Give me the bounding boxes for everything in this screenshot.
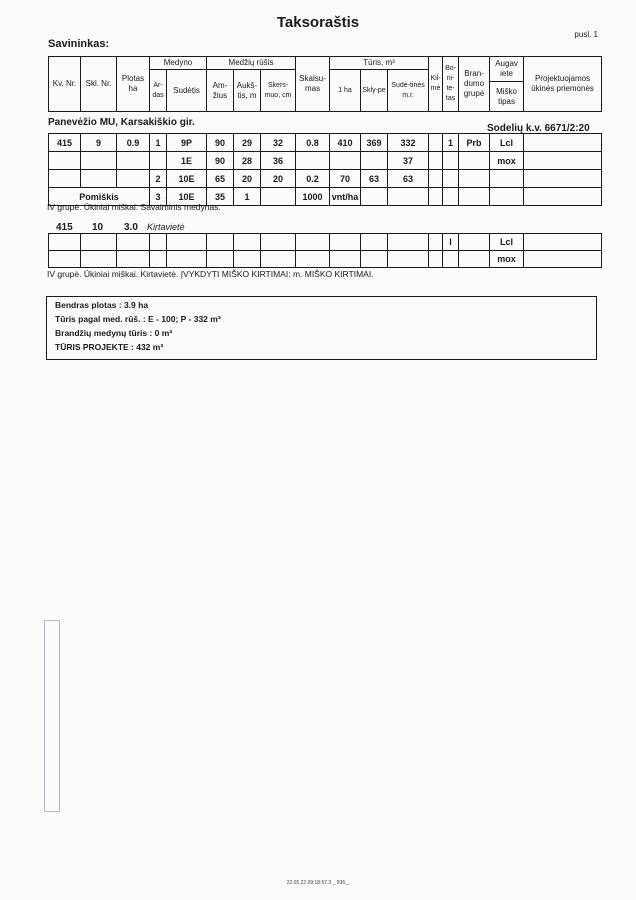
cell-aukstis: 1: [234, 188, 261, 206]
cell-bonitetas: [443, 170, 459, 188]
cell-bonitetas: I: [443, 234, 459, 251]
cell-kilme: [429, 152, 443, 170]
cell-projektuojamos: [524, 134, 602, 152]
cell-ardas: [150, 152, 167, 170]
table-row: [49, 234, 602, 251]
cell-misko-tipas: mox: [490, 251, 524, 268]
cell-skl: 9: [81, 134, 117, 152]
cell-ardas: 2: [150, 170, 167, 188]
footer-code: 22.05.22 09:18:57.3 _ 836 _: [286, 880, 350, 886]
col-sudetis: Sudėtis: [167, 70, 207, 112]
cell-brandumo-grupe: Prb: [459, 134, 490, 152]
plot-1-note: IV grupė. Ūkiniai miškai. Savaiminis medynas.: [47, 202, 221, 212]
cell-aukstis: 28: [234, 152, 261, 170]
cell-sudetis: 10E: [167, 170, 207, 188]
col-plotas: Plotas ha: [117, 57, 150, 112]
cell-kilme: [429, 170, 443, 188]
table-row: [49, 251, 602, 268]
table-row: [49, 170, 602, 188]
cell-augaviete: Lcl: [490, 134, 524, 152]
plot-2-skl: 10: [92, 222, 104, 233]
cell-kilme: [429, 134, 443, 152]
cell-ardas: 3: [150, 188, 167, 206]
cell-brandumo-grupe: [459, 188, 490, 206]
cell-turis-sklype: [361, 152, 388, 170]
cell-kv: [49, 152, 81, 170]
cell-bonitetas: [443, 152, 459, 170]
cell-augaviete: [490, 170, 524, 188]
table-row: [49, 134, 602, 152]
col-projektuojamos: Projektuojamos ūkinės priemonės: [524, 57, 602, 112]
page-number: pusl. 1: [574, 30, 598, 39]
col-aukstis: Aukš-tis, m: [234, 70, 261, 112]
cell-kv: 415: [49, 134, 81, 152]
cell-turis-1ha: 70: [330, 170, 361, 188]
cell-augaviete: Lcl: [490, 234, 524, 251]
col-sudetines: Sudė-tinės m.r.: [388, 70, 429, 112]
cell-amzius: 90: [207, 134, 234, 152]
cell-amzius: 65: [207, 170, 234, 188]
col-group-medynas: Medyno: [150, 57, 207, 70]
owner-label: Savininkas:: [48, 38, 110, 50]
cell-skl: [81, 152, 117, 170]
cell-plotas: [117, 152, 150, 170]
col-skl-nr: Skl. Nr.: [81, 57, 117, 112]
plot-2-type: Kirtavietė: [147, 222, 185, 232]
summary-volume-by-species: Tūris pagal med. rūš. : E - 100; P - 332 m³: [55, 314, 221, 324]
scan-artifact-strip: [44, 620, 60, 812]
cell-skl: [81, 170, 117, 188]
cell-sudetines: [388, 188, 429, 206]
col-skersmuo: Skers-muo, cm: [261, 70, 296, 112]
cell-turis-sklype: 63: [361, 170, 388, 188]
cell-augaviete: [490, 188, 524, 206]
summary-box: [46, 296, 597, 360]
cell-turis-sklype: [361, 188, 388, 206]
cell-brandumo-grupe: [459, 170, 490, 188]
cell-bonitetas: [443, 188, 459, 206]
document-title: Taksoraštis: [276, 14, 360, 31]
cell-amzius: 35: [207, 188, 234, 206]
col-augaviete: Augav iete: [490, 57, 524, 82]
cell-sudetines: 37: [388, 152, 429, 170]
col-misko-tipas: Miško tipas: [490, 82, 524, 112]
col-skalsumas: Skalsu-mas: [296, 57, 330, 112]
header-table: [48, 56, 602, 112]
cell-turis-sklype: 369: [361, 134, 388, 152]
plot-2-plotas: 3.0: [124, 222, 138, 233]
cell-plotas: [117, 170, 150, 188]
cell-sudetines: 63: [388, 170, 429, 188]
cell-bonitetas: 1: [443, 134, 459, 152]
cell-sudetines: 332: [388, 134, 429, 152]
cell-amzius: 90: [207, 152, 234, 170]
cell-sudetis: 1E: [167, 152, 207, 170]
col-group-medziu-rusis: Medžių rūšis: [207, 57, 296, 70]
cell-aukstis: 20: [234, 170, 261, 188]
cell-density: 1000: [296, 188, 330, 206]
cell-ardas: 1: [150, 134, 167, 152]
plot-2-kv: 415: [56, 222, 73, 233]
cell-projektuojamos: [524, 188, 602, 206]
cell-augaviete: mox: [490, 152, 524, 170]
summary-mature-volume: Brandžių medynų tūris : 0 m³: [55, 328, 173, 338]
cell-kv: [49, 170, 81, 188]
cell-sudetis: 9P: [167, 134, 207, 152]
cell-turis-1ha: [330, 152, 361, 170]
table-row: [49, 152, 602, 170]
cell-aukstis: 29: [234, 134, 261, 152]
col-brandumo-grupe: Bran-dumo grupė: [459, 57, 490, 112]
cell-plotas: 0.9: [117, 134, 150, 152]
col-group-turis: Tūris, m³: [330, 57, 429, 70]
cell-brandumo-grupe: [459, 152, 490, 170]
col-kilme: Kil-mė: [429, 57, 443, 112]
cell-skersmuo: 36: [261, 152, 296, 170]
cell-density-unit: vnt/ha: [330, 188, 361, 206]
cell-skalsumas: [296, 152, 330, 170]
col-turis-1ha: 1 ha: [330, 70, 361, 112]
col-ardas: Ar-das: [150, 70, 167, 112]
plot-2-table: [48, 233, 602, 268]
summary-area: Bendras plotas : 3.9 ha: [55, 300, 149, 310]
cell-skersmuo: 20: [261, 170, 296, 188]
cadastre-number: Sodelių k.v. 6671/2:20: [487, 123, 590, 134]
cell-skalsumas: 0.8: [296, 134, 330, 152]
col-amzius: Am-žius: [207, 70, 234, 112]
location: Panevėžio MU, Karsakiškio gir.: [48, 117, 195, 128]
cell-skalsumas: 0.2: [296, 170, 330, 188]
col-bonitetas: Bo-ni-te-tas: [443, 57, 459, 112]
cell-projektuojamos: [524, 152, 602, 170]
cell-sudetis: 10E: [167, 188, 207, 206]
summary-project-volume: TŪRIS PROJEKTE : 432 m³: [55, 342, 164, 352]
col-kv-nr: Kv. Nr.: [49, 57, 81, 112]
cell-projektuojamos: [524, 170, 602, 188]
col-turis-sklype: Skly-pe: [361, 70, 388, 112]
cell-kilme: [429, 188, 443, 206]
cell-pomiskis-label: Pomiškis: [49, 188, 150, 206]
cell-skersmuo: 32: [261, 134, 296, 152]
plot-2-note: IV grupė. Ūkiniai miškai. Kirtavietė. ĮVYKDYTI MIŠKO KIRTIMAI: m. MIŠKO KIRTIMAI.: [47, 269, 374, 279]
cell-turis-1ha: 410: [330, 134, 361, 152]
cell-skersmuo: [261, 188, 296, 206]
plot-1-table: [48, 133, 602, 206]
